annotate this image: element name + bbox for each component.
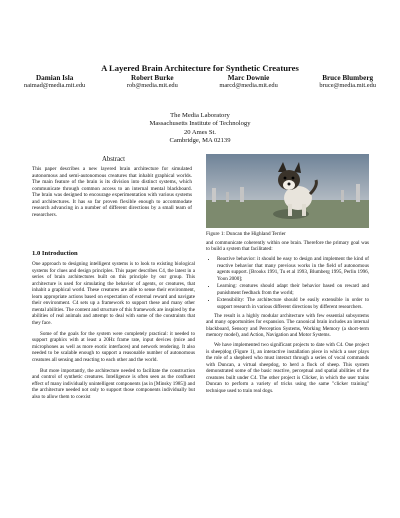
abstract-heading: Abstract <box>101 156 126 163</box>
author-name: Robert Burke <box>131 74 174 82</box>
list-item: • Reactive behavior: it should be easy to design and implement the kind of reactive behavior that many previous works in the field of autonomous agents support. [Brooks 1991, Tu et al 1993, Blumberg 1995, Perlin 1996, Yoon 2000]; <box>217 256 369 282</box>
affiliation-institute: Massachusetts Institute of Technology <box>149 120 251 128</box>
list-item: • Extensibility: The architecture should be easily extensible in order to support research in various different directions by different researchers. <box>217 297 369 310</box>
paragraph: Some of the goals for the system were completely practical: it needed to support graphics with at least a 20Hz frame rate, input devices (mice and microphones as well as more exotic interfaces) and network rendering. It also needed to be scalable enough to support a reasonable number of autonomous creatures all sensing and reacting to each other and the world. <box>32 330 195 363</box>
author-email: marcd@media.mit.edu <box>219 82 278 89</box>
paragraph: One approach to designing intelligent systems is to look to existing biological systems for clues and design principles. This paper describes C4, the latest in a series of brain architectures built on this principle by our group. This architecture is used for simulating the behavior of agents, or creatures, that inhabit a graphical world. These creatures are able to sense their environment, learn appropriate actions based on expectation of external reward and navigate their environment. C4 sets up a framework to support these and many other mental abilities. The content and structure of this framework are inspired by the abilities of real animals and attempt to deal with some of the constraints that they face. <box>32 261 195 326</box>
author-name: Bruce Blumberg <box>322 74 374 82</box>
author-list <box>24 74 376 90</box>
affiliation <box>0 112 400 146</box>
affiliation-lab: The Media Laboratory <box>170 112 230 119</box>
author-name: Damian Isla <box>35 74 74 82</box>
list-item: • Learning: creatures should adapt their behavior based on reward and punishment feedback from the world; <box>217 283 369 296</box>
author-2 <box>127 74 178 90</box>
section-heading: 1.0 Introduction <box>32 250 78 257</box>
author-email: rob@media.mit.edu <box>126 82 178 89</box>
author-email: bruce@media.mit.edu <box>319 82 376 89</box>
goal-list <box>206 256 369 310</box>
figure-image <box>206 154 369 228</box>
intro-body <box>32 261 195 405</box>
paragraph: The result is a highly modular architecture with few essential subsystems and many opportunities for expansion. The canonical brain includes an internal blackboard, Sensory and Perception Systems, Working Memory (a short-term memory model), and Action, Navigation and Motor Systems. <box>206 313 369 339</box>
affiliation-city: Cambridge, MA 02139 <box>169 137 231 145</box>
paragraph: We have implemented two significant projects to date with C4. One project is sheep|dog (Figure 1), an interactive installation piece in which a user plays the role of a shepherd who must interact through a series of vocal commands with Duncan, a virtual sheepdog, to herd a flock of sheep. This system demonstrated some of the basic reactive, perceptual and spatial abilities of the creatures built under C4. The other project is Clicker, in which the user trains Duncan to perform a variety of tricks using the same "clicker training" technique used to train real dogs. <box>206 342 369 394</box>
paragraph: and communicate coherently within one brain. Therefore the primary goal was to build a system that facilitated: <box>206 240 369 253</box>
author-4 <box>319 74 376 90</box>
paper-title: A Layered Brain Architecture for Synthetic Creatures <box>101 63 299 73</box>
affiliation-street: 20 Ames St. <box>183 128 217 136</box>
author-1 <box>24 74 85 90</box>
abstract-text: This paper describes a new layered brain architecture for simulated autonomous and semi-autonomous creatures that inhabit graphical worlds. The main feature of the brain is its division into distinct systems, which communicate through common access to an internal mental blackboard. The brain was designed to encourage experimentation with various systems and architectures. It has so far proven flexible enough to accommodate research advancing in a number of different directions by a small team of researchers. <box>32 166 192 218</box>
dog-render-illustration <box>206 154 369 228</box>
author-name: Marc Downie <box>227 74 270 82</box>
paragraph: But more importantly, the architecture needed to facilitate the construction and control of synthetic creatures. Intelligence is often seen as the confluent effect of many individually unintelligent components (as in [Minsky 1985]) and the architecture needed not only to support those components individually but also to allow them to coexist <box>32 367 195 400</box>
author-email: naimad@media.mit.edu <box>24 82 86 89</box>
figure-caption: Figure 1: Duncan the Highland Terrier <box>206 231 286 237</box>
right-column-body <box>206 240 369 397</box>
author-3 <box>219 74 277 90</box>
